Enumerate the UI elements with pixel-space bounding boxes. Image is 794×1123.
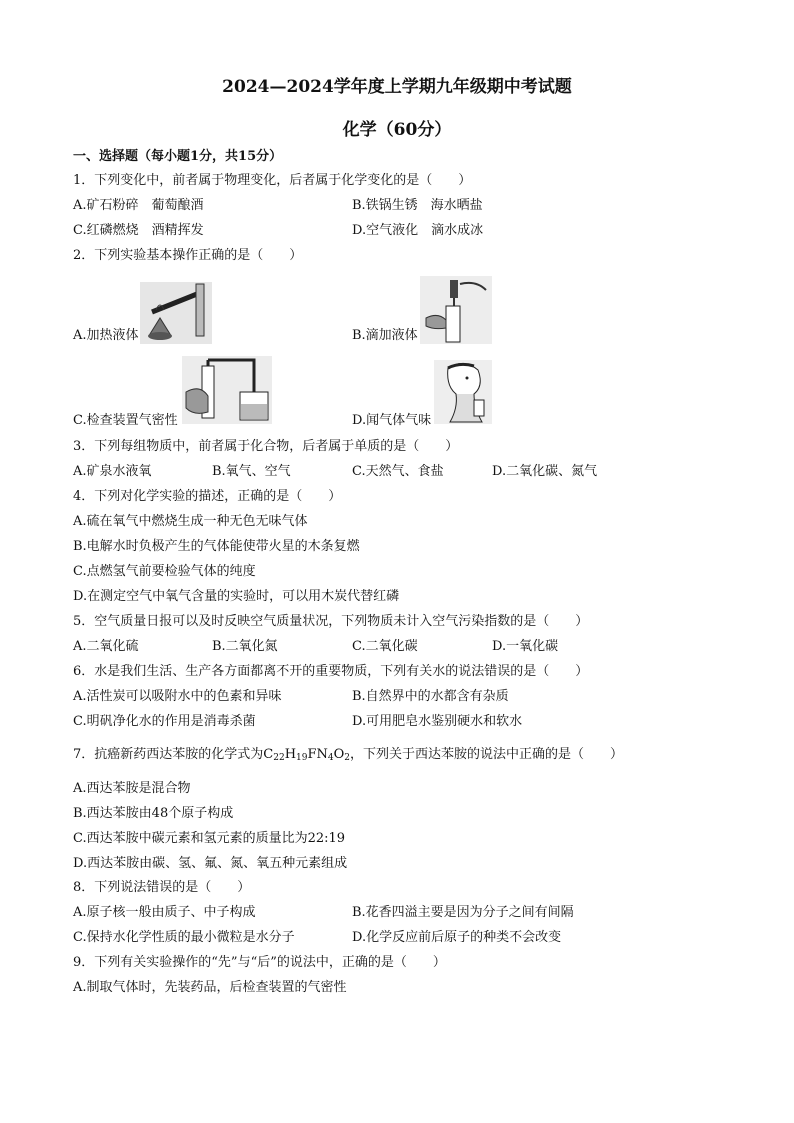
q7-option-a: A.西达苯胺是混合物 xyxy=(73,781,191,796)
q7-stem-prefix: 7．抗癌新药西达苯胺的化学式为 xyxy=(73,747,264,762)
q2-option-a: A.加热液体 xyxy=(73,328,139,343)
q1-option-b: B.铁锅生锈 海水晒盐 xyxy=(352,198,483,213)
q1-stem: 1．下列变化中，前者属于物理变化，后者属于化学变化的是（ ） xyxy=(73,173,472,188)
q7-stem xyxy=(73,746,623,767)
q4-option-d: D.在测定空气中氧气含量的实验时，可以用木炭代替红磷 xyxy=(73,589,400,604)
q3-option-b: B.氧气、空气 xyxy=(212,464,291,479)
q5-option-d: D.一氧化碳 xyxy=(492,639,559,654)
q8-option-d: D.化学反应前后原子的种类不会改变 xyxy=(352,930,562,945)
q7-stem-suffix: ，下列关于西达苯胺的说法中正确的是（ ） xyxy=(350,747,624,762)
q1-option-c: C.红磷燃烧 酒精挥发 xyxy=(73,223,204,238)
q3-option-c: C.天然气、食盐 xyxy=(352,464,444,479)
q3-option-d: D.二氧化碳、氮气 xyxy=(492,464,598,479)
q3-stem: 3．下列每组物质中，前者属于化合物，后者属于单质的是（ ） xyxy=(73,439,459,454)
q4-option-c: C.点燃氢气前要检验气体的纯度 xyxy=(73,564,256,579)
q1-option-d: D.空气液化 滴水成冰 xyxy=(352,223,484,238)
q7-option-d: D.西达苯胺由碳、氢、氟、氮、氧五种元素组成 xyxy=(73,856,348,871)
q2-option-b: B.滴加液体 xyxy=(352,328,418,343)
q7-option-b: B.西达苯胺由48个原子构成 xyxy=(73,806,234,821)
heating-liquid-illustration xyxy=(140,282,212,344)
exam-subtitle: 化学（60分） xyxy=(342,120,452,140)
q5-option-b: B.二氧化氮 xyxy=(212,639,278,654)
q5-option-a: A.二氧化硫 xyxy=(73,639,139,654)
q9-option-a: A.制取气体时，先装药品，后检查装置的气密性 xyxy=(73,980,347,995)
q4-option-b: B.电解水时负极产生的气体能使带火星的木条复燃 xyxy=(73,539,360,554)
q4-stem: 4．下列对化学实验的描述，正确的是（ ） xyxy=(73,489,342,504)
q5-option-c: C.二氧化碳 xyxy=(352,639,418,654)
smelling-gas-illustration xyxy=(434,360,492,424)
q2-option-d: D.闻气体气味 xyxy=(352,413,432,428)
q2-option-c: C.检查装置气密性 xyxy=(73,413,178,428)
q1-option-a: A.矿石粉碎 葡萄酿酒 xyxy=(73,198,204,213)
airtightness-check-illustration xyxy=(182,356,272,424)
q9-stem: 9．下列有关实验操作的“先”与“后”的说法中，正确的是（ ） xyxy=(73,955,446,970)
q8-option-b: B.花香四溢主要是因为分子之间有间隔 xyxy=(352,905,574,920)
q8-option-c: C.保持水化学性质的最小微粒是水分子 xyxy=(73,930,295,945)
dropping-liquid-illustration xyxy=(420,276,492,344)
q8-stem: 8．下列说法错误的是（ ） xyxy=(73,880,251,895)
q5-stem: 5．空气质量日报可以及时反映空气质量状况，下列物质未计入空气污染指数的是（ ） xyxy=(73,614,589,629)
section-heading: 一、选择题（每小题1分，共15分） xyxy=(73,149,283,164)
chemical-formula: $C_{22}H_{19}FN_4O_2$ xyxy=(263,747,351,763)
q6-option-c: C.明矾净化水的作用是消毒杀菌 xyxy=(73,714,256,729)
q2-stem: 2．下列实验基本操作正确的是（ ） xyxy=(73,248,303,263)
q4-option-a: A.硫在氧气中燃烧生成一种无色无味气体 xyxy=(73,514,308,529)
exam-title: 2024—2024学年度上学期九年级期中考试题 xyxy=(222,77,572,97)
q3-option-a: A.矿泉水液氧 xyxy=(73,464,152,479)
q6-option-d: D.可用肥皂水鉴别硬水和软水 xyxy=(352,714,523,729)
q6-option-b: B.自然界中的水都含有杂质 xyxy=(352,689,509,704)
q6-option-a: A.活性炭可以吸附水中的色素和异味 xyxy=(73,689,282,704)
q8-option-a: A.原子核一般由质子、中子构成 xyxy=(73,905,256,920)
q7-option-c: C.西达苯胺中碳元素和氢元素的质量比为22:19 xyxy=(73,831,346,846)
q6-stem: 6．水是我们生活、生产各方面都离不开的重要物质，下列有关水的说法错误的是（ ） xyxy=(73,664,589,679)
